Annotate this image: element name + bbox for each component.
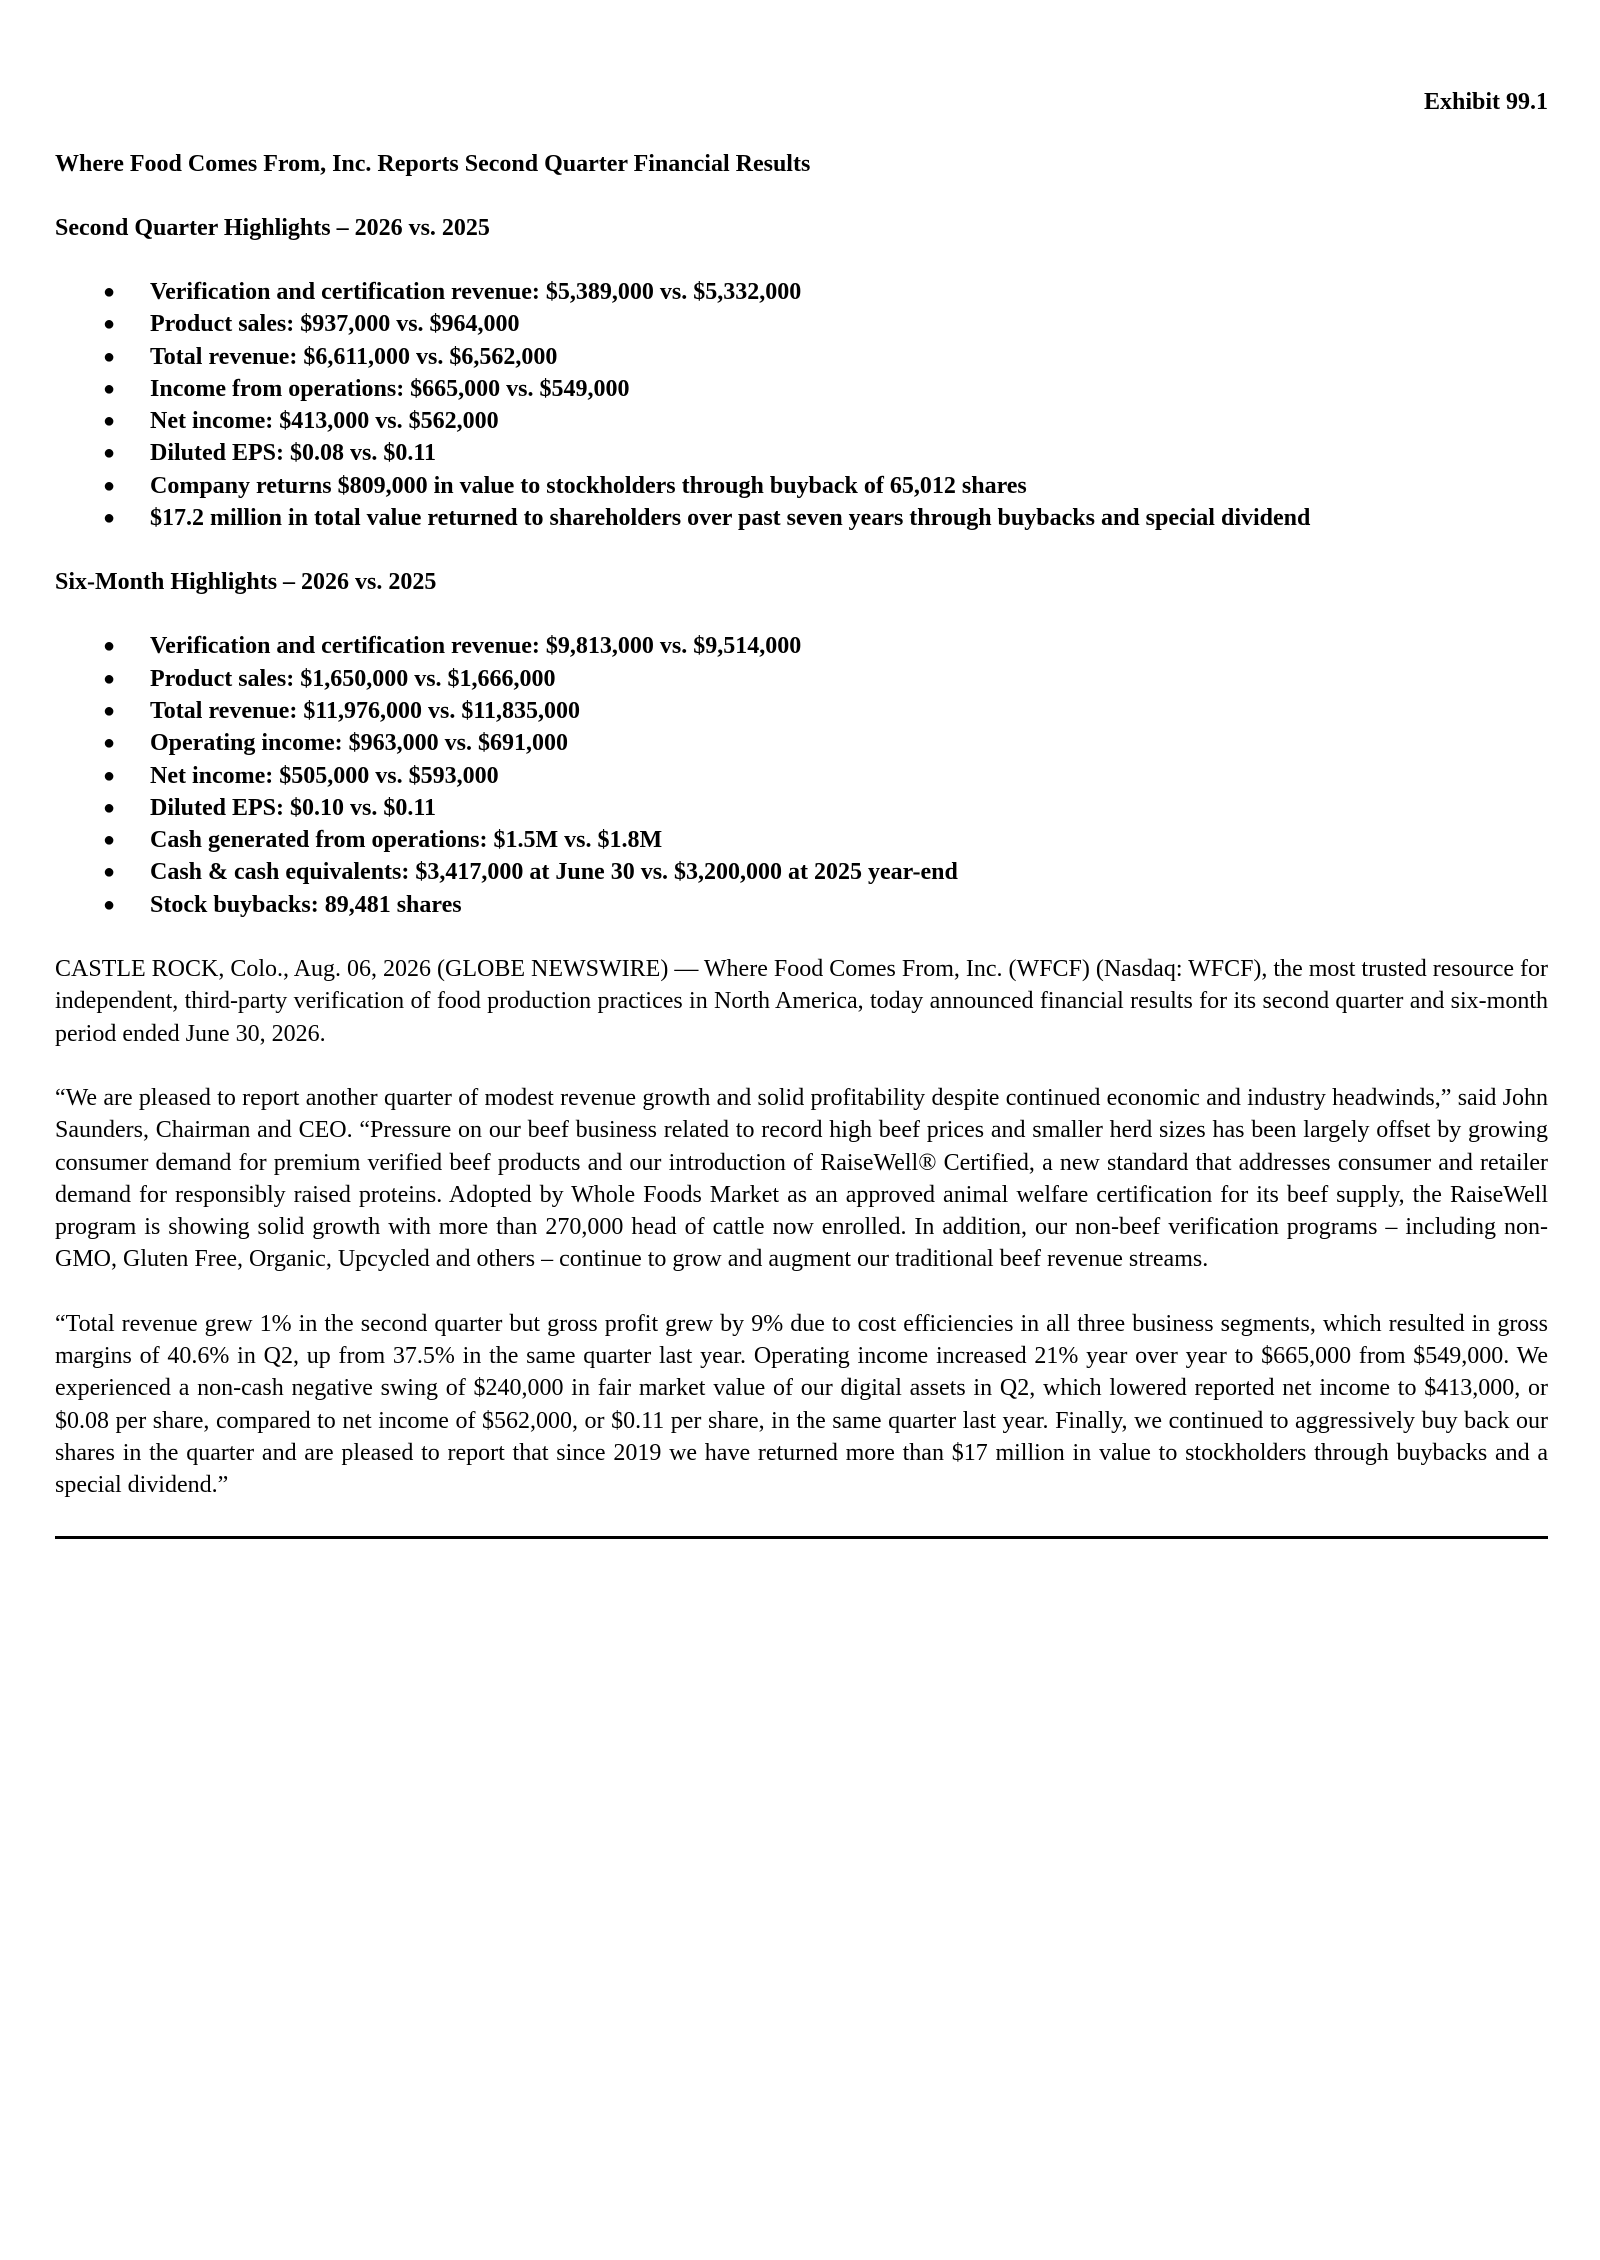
list-item-text: Verification and certification revenue: $5,389,000 vs. $5,332,000 <box>150 279 802 305</box>
list-item-text: Stock buybacks: 89,481 shares <box>150 891 462 918</box>
list-item-text: Verification and certification revenue: $9,813,000 vs. $9,514,000 <box>150 633 802 660</box>
bullet-icon: ● <box>103 732 116 755</box>
bullet-icon: ● <box>103 313 116 336</box>
list-item <box>103 824 1548 856</box>
list-item <box>103 889 1548 921</box>
list-item <box>103 308 1548 340</box>
list-item <box>103 341 1548 373</box>
bullet-icon: ● <box>103 796 116 819</box>
list-item <box>103 630 1548 662</box>
list-item <box>103 373 1548 405</box>
bullet-icon: ● <box>103 861 116 884</box>
list-item-text: Cash generated from operations: $1.5M vs. $1.8M <box>150 827 663 854</box>
list-item <box>103 405 1548 437</box>
bullet-icon: ● <box>103 829 116 852</box>
list-item <box>103 276 1548 308</box>
q2-highlights-heading: Second Quarter Highlights – 2026 vs. 2025 <box>55 215 490 241</box>
list-item <box>103 856 1548 888</box>
list-item <box>103 502 1548 534</box>
list-item-text: Cash & cash equivalents: $3,417,000 at June 30 vs. $3,200,000 at 2025 year-end <box>150 859 958 886</box>
list-item-text: Company returns $809,000 in value to stockholders through buyback of 65,012 shares <box>150 472 1027 499</box>
bullet-icon: ● <box>103 635 116 658</box>
list-item-text: Diluted EPS: $0.08 vs. $0.11 <box>150 440 437 467</box>
list-item <box>103 760 1548 792</box>
bullet-icon: ● <box>103 377 116 400</box>
exhibit-label: Exhibit 99.1 <box>1423 89 1548 115</box>
list-item-text: Income from operations: $665,000 vs. $549,000 <box>150 375 630 402</box>
list-item-text: Total revenue: $6,611,000 vs. $6,562,000 <box>150 343 558 370</box>
list-item-text: Diluted EPS: $0.10 vs. $0.11 <box>150 794 437 821</box>
bullet-icon: ● <box>103 667 116 690</box>
list-item <box>103 663 1548 695</box>
bullet-icon: ● <box>103 281 116 303</box>
list-item <box>103 437 1548 469</box>
bullet-icon: ● <box>103 764 116 787</box>
list-item-text: Net income: $505,000 vs. $593,000 <box>150 762 499 789</box>
list-item-text: Net income: $413,000 vs. $562,000 <box>150 408 499 435</box>
list-item-text: Operating income: $963,000 vs. $691,000 <box>150 730 568 757</box>
ceo-quote-paragraph: “We are pleased to report another quarter of modest revenue growth and solid profitability despite continued economic and industry headwinds,” said John Saunders, Chairman and CEO. “Pressure on our beef business related to record high beef prices and smaller herd sizes has been largely offset by growing consumer demand for premium verified beef products and our introduction of RaiseWell® Certified, a new standard that addresses consumer and retailer demand for responsibly raised proteins. Adopted by Whole Foods Market as an approved animal welfare certification for its beef supply, the RaiseWell program is showing solid growth with more than 270,000 head of cattle now enrolled. In addition, our non-beef verification programs – including non-GMO, Gluten Free, Organic, Upcycled and others – continue to grow and augment our traditional beef revenue streams. <box>55 1084 1548 1273</box>
list-item-text: Product sales: $937,000 vs. $964,000 <box>150 311 520 338</box>
dateline-paragraph: CASTLE ROCK, Colo., Aug. 06, 2026 (GLOBE NEWSWIRE) — Where Food Comes From, Inc. (WFCF) (Nasdaq: WFCF), the most trusted resource for independent, third-party verification of food production practices in North America, today announced financial results for its second quarter and six-month period ended June 30, 2026. <box>55 956 1548 1047</box>
q2-highlights-list <box>55 276 1548 534</box>
list-item-text: Product sales: $1,650,000 vs. $1,666,000 <box>150 665 556 692</box>
list-item <box>103 470 1548 502</box>
list-item <box>103 727 1548 759</box>
bullet-icon: ● <box>103 507 116 530</box>
bullet-icon: ● <box>103 893 116 916</box>
horizontal-rule <box>55 1536 1548 1539</box>
bullet-icon: ● <box>103 474 116 497</box>
document-title: Where Food Comes From, Inc. Reports Second Quarter Financial Results <box>55 151 811 177</box>
list-item-text: $17.2 million in total value returned to shareholders over past seven years through buybacks and special dividend <box>150 505 1311 532</box>
six-month-highlights-list <box>55 630 1548 921</box>
bullet-icon: ● <box>103 410 116 433</box>
list-item <box>103 695 1548 727</box>
six-month-highlights-heading: Six-Month Highlights – 2026 vs. 2025 <box>55 569 437 596</box>
bullet-icon: ● <box>103 345 116 368</box>
financial-summary-paragraph: “Total revenue grew 1% in the second quarter but gross profit grew by 9% due to cost efficiencies in all three business segments, which resulted in gross margins of 40.6% in Q2, up from 37.5% in the same quarter last year. Operating income increased 21% year over year to $665,000 from $549,000. We experienced a non-cash negative swing of $240,000 in fair market value of our digital assets in Q2, which lowered reported net income to $413,000, or $0.08 per share, compared to net income of $562,000, or $0.11 per share, in the same quarter last year. Finally, we continued to aggressively buy back our shares in the quarter and are pleased to report that since 2019 we have returned more than $17 million in value to stockholders through buybacks and a special dividend.” <box>55 1310 1548 1499</box>
list-item <box>103 792 1548 824</box>
bullet-icon: ● <box>103 699 116 722</box>
list-item-text: Total revenue: $11,976,000 vs. $11,835,000 <box>150 697 581 724</box>
bullet-icon: ● <box>103 442 116 465</box>
